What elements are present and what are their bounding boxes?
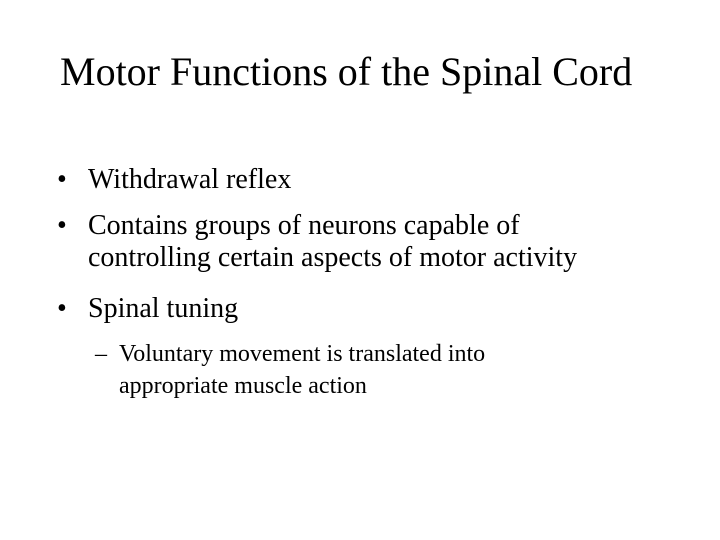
bullet-marker: • bbox=[57, 164, 67, 195]
bullet-item-spinal-tuning bbox=[57, 293, 239, 325]
bullet-text-line-2: controlling certain aspects of motor activity bbox=[88, 242, 578, 273]
sub-bullet-text-line-2: appropriate muscle action bbox=[119, 373, 367, 399]
bullet-item-neuron-groups bbox=[57, 210, 578, 274]
dash-marker: – bbox=[95, 341, 107, 367]
bullet-item-withdrawal-reflex bbox=[57, 164, 292, 196]
bullet-marker: • bbox=[57, 210, 67, 241]
bullet-text-line-1: Contains groups of neurons capable of bbox=[88, 210, 520, 241]
sub-bullet-item-voluntary-movement bbox=[95, 338, 486, 402]
slide-title: Motor Functions of the Spinal Cord bbox=[60, 49, 633, 94]
bullet-marker: • bbox=[57, 293, 67, 324]
bullet-text: Spinal tuning bbox=[88, 293, 239, 324]
sub-bullet-text-line-1: Voluntary movement is translated into bbox=[119, 341, 486, 367]
bullet-text: Withdrawal reflex bbox=[88, 164, 292, 195]
